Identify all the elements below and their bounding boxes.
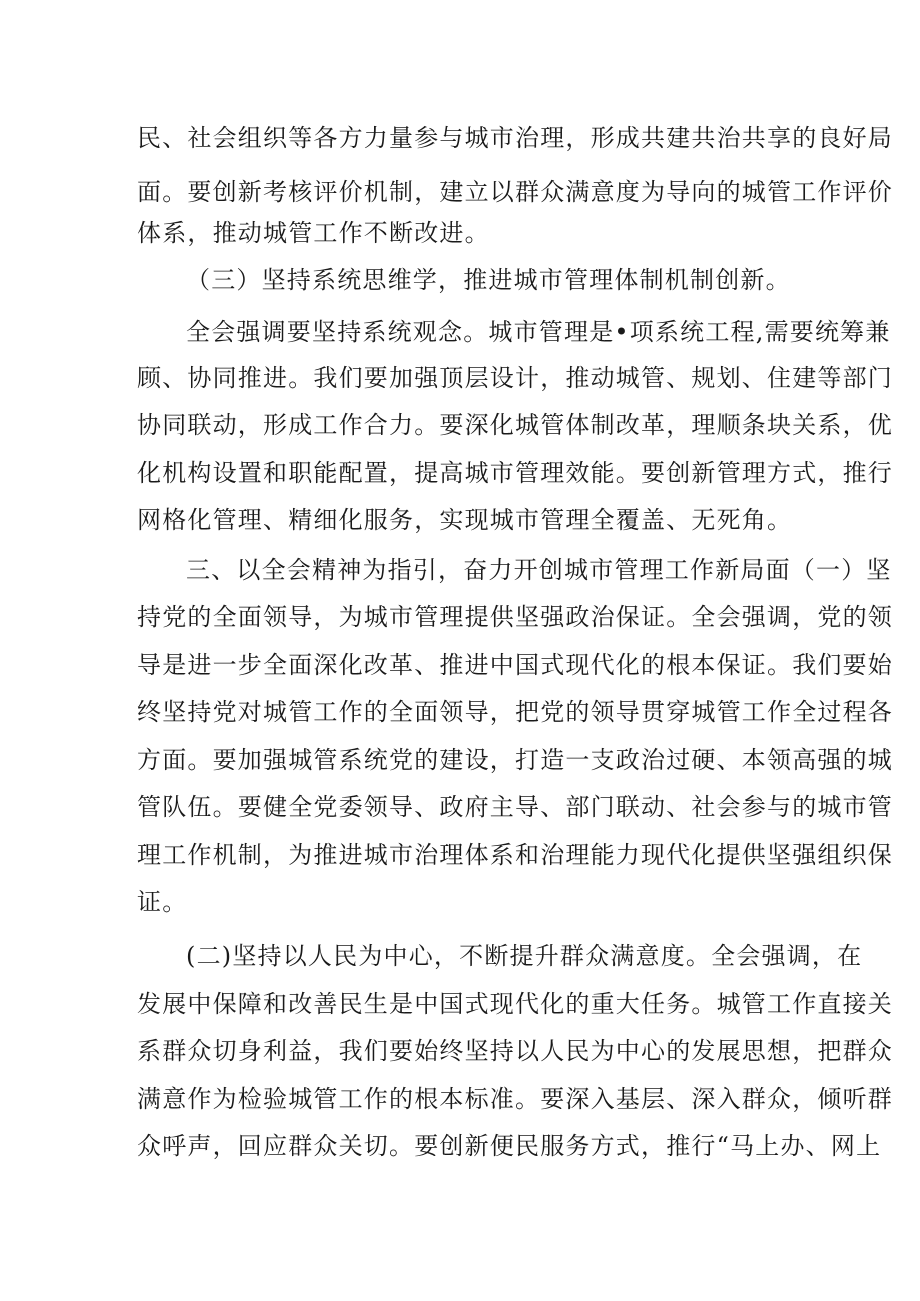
body-text-line: 证。 xyxy=(137,888,188,916)
paragraph-first-line: 全会强调要坚持系统观念。城市管理是•项系统工程,需要统筹兼 xyxy=(186,318,891,346)
body-text-line: 体系，推动城管工作不断改进。 xyxy=(137,219,490,247)
body-text-line: 面。要创新考核评价机制，建立以群众满意度为导向的城管工作评价 xyxy=(137,178,893,206)
body-text-line: 导是进一步全面深化改革、推进中国式现代化的根本保证。我们要始 xyxy=(137,651,893,679)
section-heading: （三）坚持系统思维学，推进城市管理体制机制创新。 xyxy=(186,266,791,294)
body-text-line: 系群众切身利益，我们要始终坚持以人民为中心的发展思想，把群众 xyxy=(137,1037,893,1065)
body-text-line: 顾、协同推进。我们要加强顶层设计，推动城管、规划、住建等部门 xyxy=(137,364,893,392)
body-text-line: 化机构设置和职能配置，提高城市管理效能。要创新管理方式，推行 xyxy=(137,459,893,487)
body-text-line: 发展中保障和改善民生是中国式现代化的重大任务。城管工作直接关 xyxy=(137,990,893,1018)
body-text-line: 持党的全面领导，为城市管理提供坚强政治保证。全会强调，党的领 xyxy=(137,603,893,631)
body-text-line: 网格化管理、精细化服务，实现城市管理全覆盖、无死角。 xyxy=(137,506,793,534)
body-text-line: 满意作为检验城管工作的根本标准。要深入基层、深入群众，倾听群 xyxy=(137,1085,893,1113)
body-text-line: 管队伍。要健全党委领导、政府主导、部门联动、社会参与的城市管 xyxy=(137,793,893,821)
body-text-line: 终坚持党对城管工作的全面领导，把党的领导贯穿城管工作全过程各 xyxy=(137,698,893,726)
body-text-line: 民、社会组织等各方力量参与城市治理，形成共建共治共享的良好局 xyxy=(137,124,893,152)
body-text-line: 理工作机制，为推进城市治理体系和治理能力现代化提供坚强组织保 xyxy=(137,841,893,869)
paragraph-first-line: (二)坚持以人民为中心，不断提升群众满意度。全会强调，在 xyxy=(186,942,863,970)
body-text-line: 方面。要加强城管系统党的建设，打造一支政治过硬、本领高强的城 xyxy=(137,746,893,774)
body-text-line: 众呼声，回应群众关切。要创新便民服务方式，推行“马上办、网上 xyxy=(137,1132,882,1160)
body-text-line: 协同联动，形成工作合力。要深化城管体制改革，理顺条块关系，优 xyxy=(137,411,893,439)
paragraph-first-line: 三、以全会精神为指引，奋力开创城市管理工作新局面（一）坚 xyxy=(186,556,892,584)
